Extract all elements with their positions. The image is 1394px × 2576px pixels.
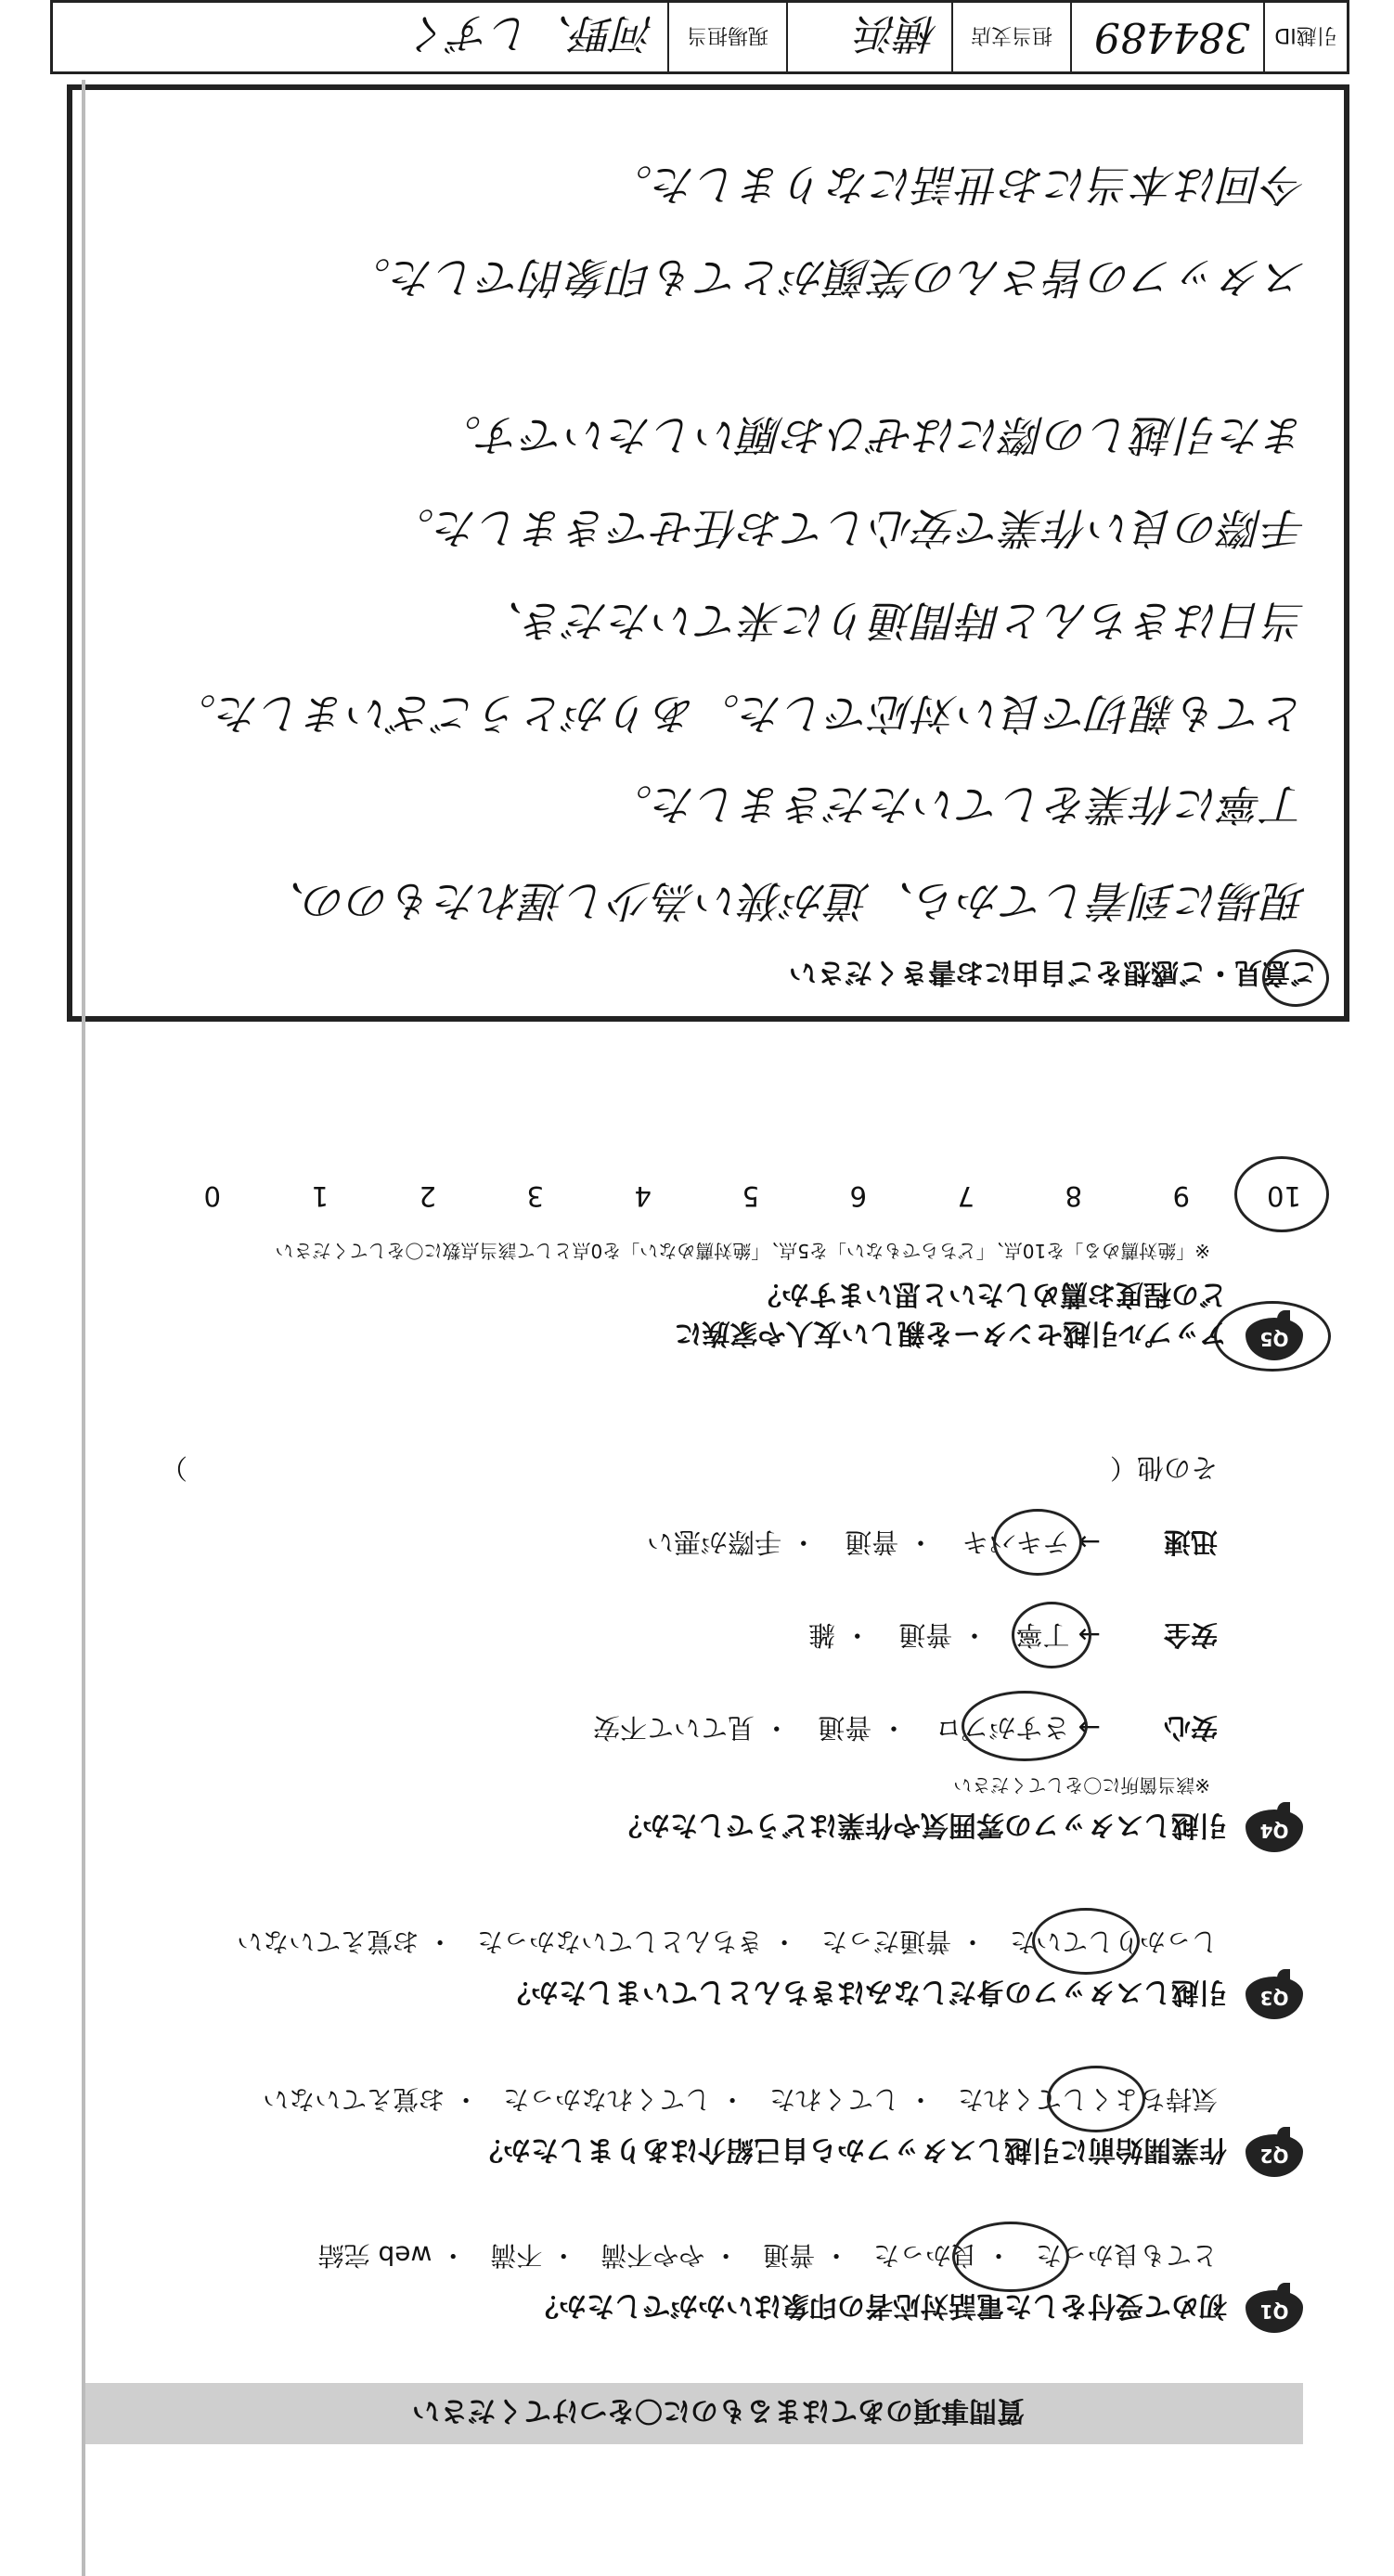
q2-option-2[interactable]: してくれた bbox=[769, 2084, 900, 2115]
q4-note: ※該当箇所に〇をしてください bbox=[953, 1774, 1210, 1797]
q5-text: アップル引越センターを親しい友人や家族に bbox=[674, 1317, 1227, 1349]
id-label: 引越ID bbox=[1263, 3, 1347, 71]
score-9[interactable]: 9 bbox=[1172, 1180, 1190, 1212]
q5-note: ※「絶対薦める」を10点、「どちらでもない」を5点、「絶対薦めない」を0点として該当点数に〇をしてください bbox=[275, 1240, 1210, 1262]
q5-score-scale bbox=[104, 1175, 1301, 1212]
q4-row1-option-3[interactable]: 見ていて不安 bbox=[592, 1712, 755, 1744]
q4-row3-option-1[interactable]: テキパキ bbox=[962, 1526, 1070, 1558]
info-table bbox=[50, 0, 1349, 74]
q3-option-3[interactable]: きちんとしていなかった bbox=[477, 1926, 764, 1957]
score-6[interactable]: 6 bbox=[849, 1180, 867, 1212]
leader-value[interactable]: 河野、しずく bbox=[409, 9, 654, 57]
q4-other: その他（ ） bbox=[160, 1452, 1218, 1484]
branch-label: 担当支店 bbox=[951, 3, 1070, 71]
q4-row2-circle bbox=[1012, 1602, 1091, 1668]
q4-row1-option-1[interactable]: さすがプロ bbox=[935, 1712, 1070, 1744]
q1-option-1[interactable]: とても良かった bbox=[1035, 2240, 1218, 2271]
q4-row3-circle bbox=[993, 1509, 1082, 1576]
comment-line-5: 手際の良い作業で安心してお任せできました。 bbox=[391, 503, 1307, 553]
q2-badge: Q2 bbox=[1246, 2134, 1303, 2177]
score-7[interactable]: 7 bbox=[957, 1180, 975, 1212]
q4-row-safety: 安心→ さすがプロ・ 普通・ 見ていて不安 bbox=[592, 1712, 1218, 1744]
q3-options: しっかりしていた・ 普通だった・ きちんとしていなかった・ お覚えていない bbox=[237, 1926, 1218, 1957]
score-3[interactable]: 3 bbox=[526, 1180, 544, 1212]
q4-row-security: 安全→ 丁寧・ 普通・ 雑 bbox=[807, 1619, 1218, 1651]
q3-option-1[interactable]: しっかりしていた bbox=[1009, 1926, 1218, 1957]
q3-text: 引越しスタッフの身だしなみはきちんとしていましたか？ bbox=[503, 1976, 1227, 2008]
comment-line-3: とても親切で良い対応でした。ありがとうございました。 bbox=[173, 689, 1307, 739]
q5-selection-circle bbox=[1234, 1156, 1329, 1232]
score-10[interactable]: 10 bbox=[1267, 1180, 1301, 1212]
q5-text-2: どの程度お薦めしたいと思いますか？ bbox=[754, 1278, 1227, 1310]
banner-text: 質問事項のあてはまるものに〇をつけてください bbox=[412, 2394, 1025, 2427]
q3-badge: Q3 bbox=[1246, 1977, 1303, 2019]
q1-text: 初めて受付をした電話対応者の印象はいかがでしたか？ bbox=[531, 2289, 1227, 2322]
q4-row1-circle bbox=[962, 1691, 1088, 1761]
q4-row2-option-1[interactable]: 丁寧 bbox=[1015, 1619, 1070, 1651]
q2-text: 作業開始前に引越しスタッフから自己紹介はありましたか？ bbox=[475, 2133, 1227, 2166]
q4-row2-option-2[interactable]: 普通 bbox=[898, 1619, 953, 1651]
score-0[interactable]: 0 bbox=[203, 1180, 221, 1212]
q4-row2-option-3[interactable]: 雑 bbox=[807, 1619, 835, 1651]
score-4[interactable]: 4 bbox=[634, 1180, 652, 1212]
score-8[interactable]: 8 bbox=[1065, 1180, 1082, 1212]
comments-title-circle bbox=[1262, 949, 1329, 1007]
q4-row3-option-2[interactable]: 普通 bbox=[845, 1526, 899, 1558]
q4-row-speed: 迅速→ テキパキ・ 普通・ 手際が悪い bbox=[646, 1526, 1218, 1558]
question-3 bbox=[69, 1917, 1303, 2019]
score-1[interactable]: 1 bbox=[311, 1180, 329, 1212]
question-4 bbox=[69, 1452, 1303, 1852]
q1-option-4[interactable]: やや不満 bbox=[600, 2240, 705, 2271]
instruction-banner bbox=[85, 2383, 1303, 2444]
q1-option-3[interactable]: 普通 bbox=[763, 2240, 816, 2271]
id-value[interactable]: 384489 bbox=[1070, 3, 1263, 71]
q4-row1-option-2[interactable]: 普通 bbox=[818, 1712, 872, 1744]
q5-badge-circle bbox=[1214, 1301, 1331, 1372]
comments-box bbox=[67, 84, 1349, 1022]
comment-line-2: 丁寧に作業をしていただきました。 bbox=[609, 779, 1307, 830]
branch-value[interactable]: 横浜 bbox=[786, 3, 951, 71]
score-5[interactable]: 5 bbox=[742, 1180, 759, 1212]
q2-option-4[interactable]: お覚えていない bbox=[263, 2084, 445, 2115]
q4-row3-option-3[interactable]: 手際が悪い bbox=[646, 1526, 781, 1558]
q1-option-6[interactable]: web 完結 bbox=[317, 2240, 432, 2271]
score-2[interactable]: 2 bbox=[419, 1180, 436, 1212]
q2-selection-circle bbox=[1047, 2066, 1145, 2132]
comment-line-6: また引越しの際にはぜひお願いしたいです。 bbox=[437, 410, 1307, 460]
q3-selection-circle bbox=[1032, 1908, 1140, 1975]
q3-option-4[interactable]: お覚えていない bbox=[237, 1926, 419, 1957]
q1-options: とても良かった・ 良かった・ 普通・ やや不満・ 不満・ web 完結 bbox=[317, 2240, 1218, 2271]
q1-selection-circle bbox=[952, 2222, 1069, 2292]
q1-option-5[interactable]: 不満 bbox=[490, 2240, 543, 2271]
q1-option-2[interactable]: 良かった bbox=[873, 2240, 978, 2271]
leader-label: 現場担当 bbox=[667, 3, 786, 71]
q1-badge: Q1 bbox=[1246, 2290, 1303, 2333]
q4-badge: Q4 bbox=[1246, 1810, 1303, 1852]
comments-title: ご意見・ご感想をご自由にお書きください bbox=[789, 956, 1318, 988]
comment-line-8: 今回は本当にお世話になりました。 bbox=[609, 160, 1307, 210]
page-edge-line bbox=[82, 80, 85, 2576]
comment-line-1: 現場に到着してから、道が狭い為少し遅れたものの、 bbox=[261, 876, 1307, 926]
comment-line-4: 当日はきちんと時間通りに来ていただき、 bbox=[479, 596, 1307, 646]
q2-options: 気持ちよくしてくれた・ してくれた・ してくれなかった・ お覚えていない bbox=[263, 2084, 1218, 2115]
comment-line-7: スタッフの皆さんの笑顔がとても印象的でした。 bbox=[347, 252, 1307, 303]
q5-badge: Q5 bbox=[1246, 1318, 1303, 1360]
question-2 bbox=[69, 2075, 1303, 2177]
q2-option-3[interactable]: してくれなかった bbox=[503, 2084, 712, 2115]
question-1 bbox=[69, 2231, 1303, 2333]
q4-text: 引越しスタッフの雰囲気や作業はどうでしたか？ bbox=[614, 1809, 1227, 1841]
q2-option-1[interactable]: 気持ちよくしてくれた bbox=[957, 2084, 1218, 2115]
q3-option-2[interactable]: 普通だった bbox=[821, 1926, 952, 1957]
